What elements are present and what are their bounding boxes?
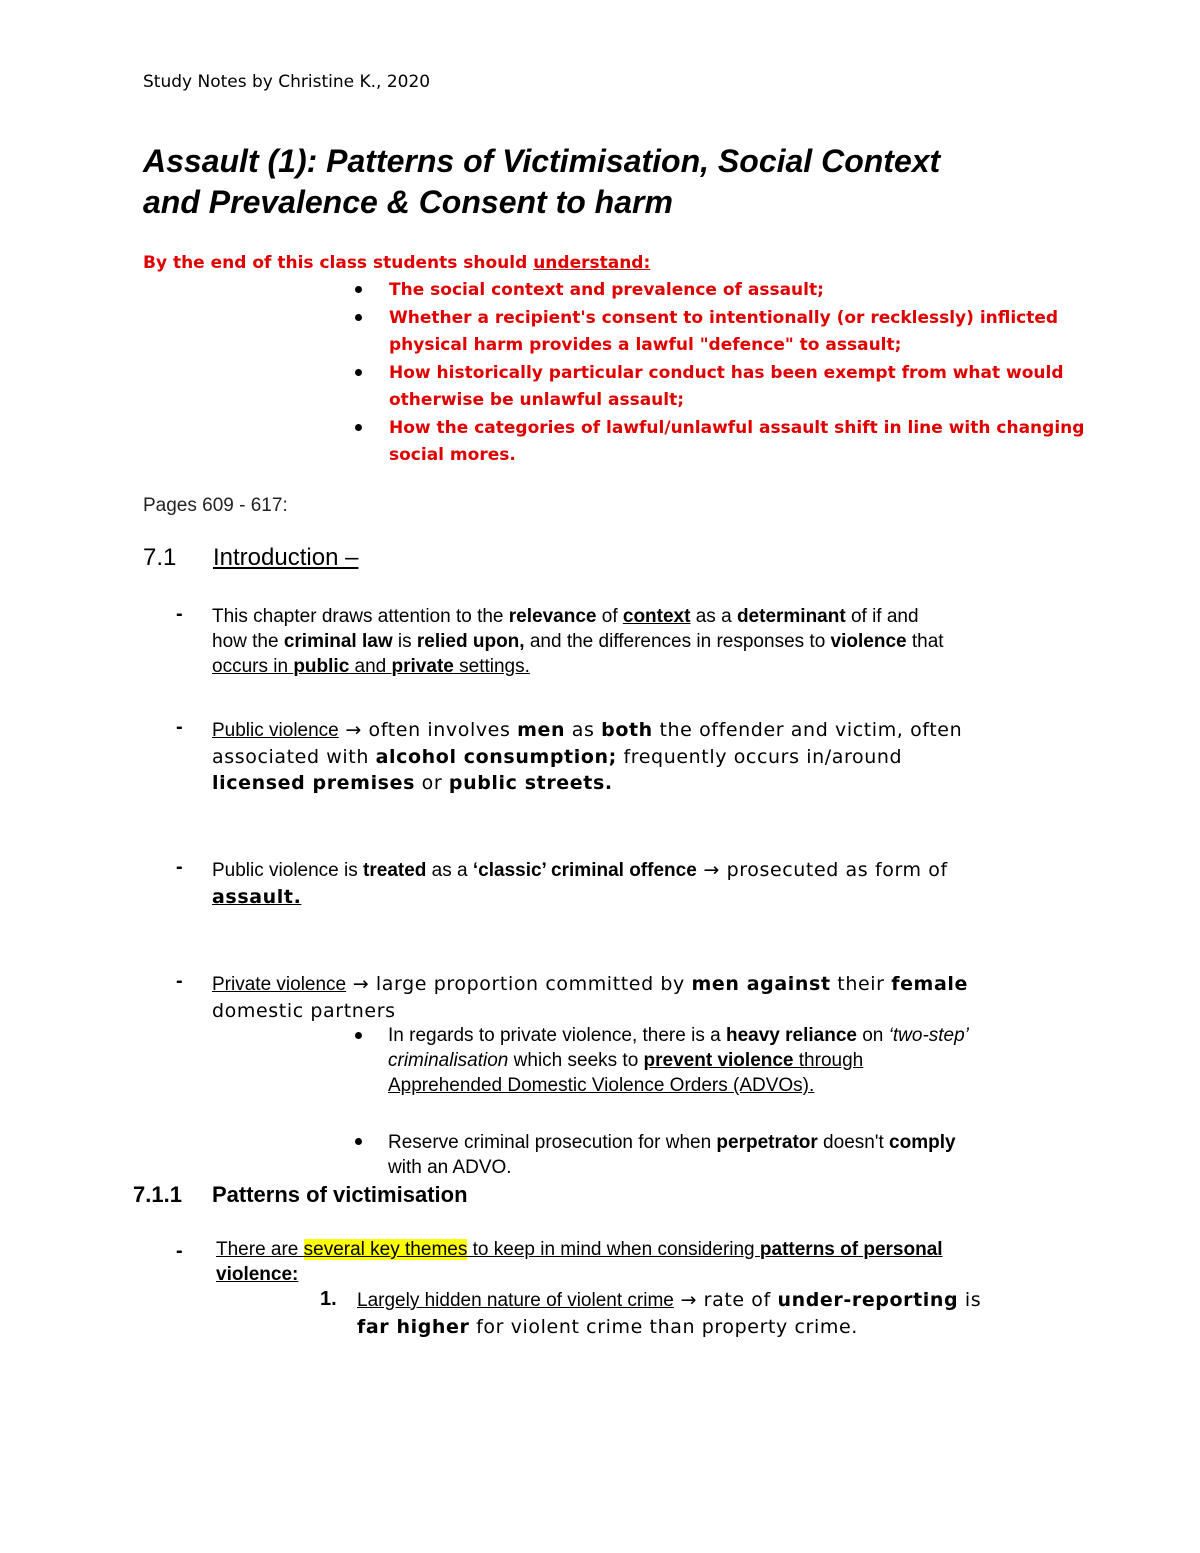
pages-reference: Pages 609 - 617:	[143, 495, 288, 516]
list-item-hidden-nature: Largely hidden nature of violent crime → rate of under-reporting is far higher for violent crime than property crime.	[357, 1289, 982, 1338]
objective-item: The social context and prevalence of assault;	[389, 280, 824, 300]
understand-label: understand:	[533, 253, 651, 273]
highlighted-text: several key themes	[303, 1239, 468, 1260]
objective-item: How the categories of lawful/unlawful assault shift in line with changing social mores.	[389, 418, 1085, 465]
section-heading-7-1-1	[133, 1182, 182, 1208]
list-number: 1.	[320, 1288, 337, 1310]
bullet-icon	[355, 314, 362, 321]
bullet-icon	[355, 1138, 362, 1145]
title-line-1: Assault (1): Patterns of Victimisation, Social Context	[143, 143, 941, 179]
sub-bullet-prosecution: Reserve criminal prosecution for when perpetrator doesn't comply with an ADVO.	[388, 1132, 956, 1178]
paragraph-key-themes: There are several key themes to keep in mind when considering patterns of personal violence:	[216, 1239, 943, 1285]
dash-marker: -	[176, 970, 183, 992]
document-title	[143, 141, 940, 223]
section-title: Introduction –	[213, 544, 359, 571]
bullet-icon	[355, 424, 362, 431]
paragraph-private-violence: Private violence → large proportion committed by men against their female domestic partners	[212, 973, 968, 1022]
section-heading-7-1	[143, 544, 543, 574]
dash-marker: -	[176, 716, 183, 738]
objective-item: How historically particular conduct has been exempt from what would otherwise be unlawful assault;	[389, 363, 1064, 410]
paragraph-context: This chapter draws attention to the relevance of context as a determinant of if and how the criminal law is relied upon, and the differences in responses to violence that occurs in public and private settings.	[212, 606, 944, 677]
objectives-lead: By the end of this class students should understand:	[143, 253, 651, 273]
dash-marker: -	[176, 1240, 183, 1262]
dash-marker: -	[176, 856, 183, 878]
sub-bullet-two-step: In regards to private violence, there is a heavy reliance on ‘two-step’ criminalisation which seeks to prevent violence through Apprehended Domestic Violence Orders (ADVOs).	[388, 1025, 969, 1096]
title-line-2: and Prevalence & Consent to harm	[143, 184, 673, 220]
section-number: 7.1	[143, 544, 177, 571]
bullet-icon	[355, 286, 362, 293]
page-header: Study Notes by Christine K., 2020	[143, 72, 431, 92]
bullet-icon	[355, 1032, 362, 1039]
bullet-icon	[355, 369, 362, 376]
dash-marker: -	[176, 603, 183, 625]
paragraph-classic-offence: Public violence is treated as a ‘classic’ criminal offence → prosecuted as form of assault.	[212, 859, 948, 908]
section-number: 7.1.1	[133, 1182, 182, 1207]
objective-item: Whether a recipient's consent to intentionally (or recklessly) inflicted physical harm provides a lawful "defence" to assault;	[389, 308, 1059, 355]
section-title: Patterns of victimisation	[212, 1182, 468, 1207]
paragraph-public-violence: Public violence → often involves men as both the offender and victim, often associated with alcohol consumption; frequently occurs in/around licensed premises or public streets.	[212, 719, 963, 794]
